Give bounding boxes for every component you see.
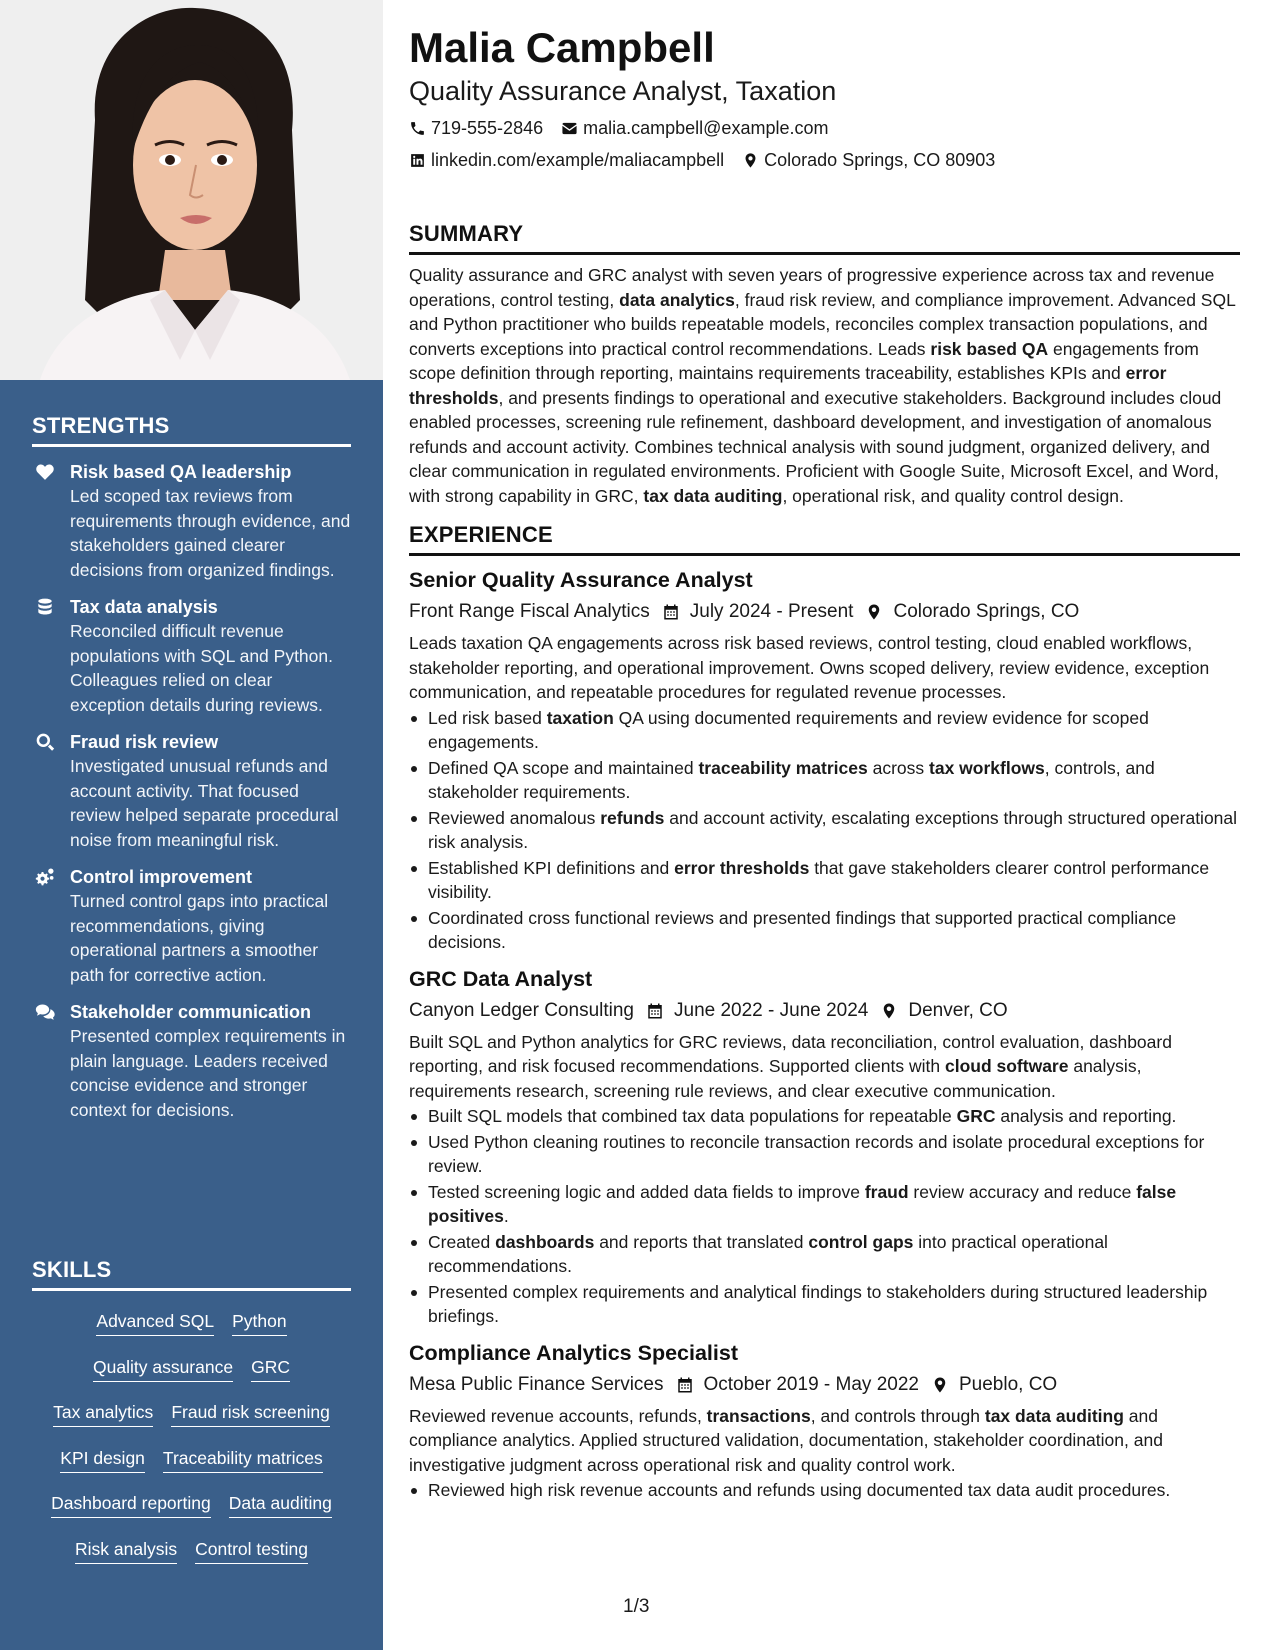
skill-tag: Quality assurance bbox=[93, 1357, 233, 1382]
text-run: engagements from scope definition through reporting, maintains requirements traceability, establishes KPIs and bbox=[409, 338, 1199, 383]
strengths-heading: STRENGTHS bbox=[32, 413, 351, 447]
skill-tag: Control testing bbox=[195, 1539, 308, 1564]
bold-keyword: risk based QA bbox=[930, 338, 1049, 359]
text-run: Reviewed anomalous bbox=[428, 807, 601, 828]
skill-tag: Advanced SQL bbox=[96, 1311, 214, 1336]
strength-title: Fraud risk review bbox=[70, 732, 219, 752]
text-run: into practical operational recommendations. bbox=[428, 1231, 1108, 1276]
bold-keyword: cloud software bbox=[944, 1056, 1069, 1076]
skill-row bbox=[32, 1438, 351, 1484]
text-run: review accuracy and reduce bbox=[908, 1181, 1137, 1202]
skill-tag: Tax analytics bbox=[53, 1402, 153, 1427]
job-meta bbox=[409, 598, 1240, 626]
skill-tag: Risk analysis bbox=[75, 1539, 177, 1564]
bullet-item bbox=[409, 1230, 1240, 1279]
bullet-item bbox=[409, 1130, 1240, 1179]
job-description bbox=[409, 1404, 1240, 1478]
sidebar bbox=[0, 0, 383, 1650]
bold-keyword: control gaps bbox=[808, 1231, 914, 1252]
bullet-item bbox=[409, 706, 1240, 755]
job-title: Compliance Analytics Specialist bbox=[409, 1340, 738, 1365]
bullet-item bbox=[409, 1478, 1240, 1503]
search-icon bbox=[34, 732, 56, 752]
bold-keyword: data analytics bbox=[619, 289, 735, 310]
envelope-icon bbox=[561, 120, 578, 137]
contact-linkedin[interactable] bbox=[409, 147, 724, 173]
text-run: , operational risk, and quality control design. bbox=[782, 485, 1124, 506]
text-run: , fraud risk review, and compliance improvement. Advanced SQL and Python practitioner who builds repeatable models, reconciles complex transaction populations, and converts exceptions into practical control recommendations. Leads bbox=[409, 289, 1236, 359]
job-location: Pueblo, CO bbox=[931, 1371, 1057, 1399]
experience-heading: EXPERIENCE bbox=[409, 522, 1240, 556]
strength-title: Stakeholder communication bbox=[70, 1002, 312, 1022]
job-company: Mesa Public Finance Services bbox=[409, 1373, 664, 1395]
job-location: Denver, CO bbox=[880, 997, 1007, 1025]
skill-tag: KPI design bbox=[60, 1448, 145, 1473]
strength-item bbox=[32, 595, 351, 717]
skill-tag: Fraud risk screening bbox=[171, 1402, 330, 1427]
bold-keyword: dashboards bbox=[495, 1231, 595, 1252]
strength-item bbox=[32, 865, 351, 987]
text-run: Reviewed revenue accounts, refunds, bbox=[409, 1405, 707, 1426]
map-pin-icon bbox=[742, 152, 759, 169]
job-entry bbox=[409, 1339, 1240, 1503]
skill-row bbox=[32, 1529, 351, 1575]
phone-text: 719-555-2846 bbox=[431, 118, 544, 138]
text-run: analysis and reporting. bbox=[995, 1106, 1177, 1126]
summary-section bbox=[409, 221, 1240, 508]
text-run: Presented complex requirements and analytical findings to stakeholders during structured leadership briefings. bbox=[428, 1281, 1208, 1326]
bullet-item bbox=[409, 906, 1240, 955]
job-bullets bbox=[409, 706, 1240, 955]
candidate-role: Quality Assurance Analyst, Taxation bbox=[409, 76, 837, 106]
bold-keyword: tax data auditing bbox=[643, 485, 783, 506]
bold-keyword: error thresholds bbox=[674, 857, 810, 878]
bullet-item bbox=[409, 1280, 1240, 1329]
page-number: 1/3 bbox=[623, 1596, 650, 1617]
skills-list bbox=[32, 1301, 351, 1574]
text-run: QA using documented requirements and review evidence for scoped engagements. bbox=[428, 707, 1149, 752]
text-run: , and controls through bbox=[810, 1405, 985, 1426]
contact-phone[interactable] bbox=[409, 115, 543, 141]
bold-keyword: tax data auditing bbox=[984, 1405, 1124, 1426]
job-description bbox=[409, 1030, 1240, 1104]
bold-keyword: traceability matrices bbox=[698, 757, 868, 778]
strength-title: Risk based QA leadership bbox=[70, 462, 292, 482]
linkedin-icon bbox=[409, 152, 426, 169]
job-bullets bbox=[409, 1104, 1240, 1329]
job-description bbox=[409, 631, 1240, 705]
bullet-item bbox=[409, 1180, 1240, 1229]
linkedin-text: linkedin.com/example/maliacampbell bbox=[431, 150, 725, 170]
text-run: Reviewed high risk revenue accounts and refunds using documented tax data audit procedures. bbox=[428, 1480, 1171, 1500]
text-run: that gave stakeholders clearer control performance visibility. bbox=[428, 857, 1210, 902]
text-run: Quality assurance and GRC analyst with seven years of progressive experience across tax and revenue operations, control testing, bbox=[409, 265, 1215, 310]
job-company: Front Range Fiscal Analytics bbox=[409, 601, 650, 622]
strength-item bbox=[32, 460, 351, 582]
job-title: GRC Data Analyst bbox=[409, 966, 593, 991]
bullet-item bbox=[409, 1104, 1240, 1129]
bold-keyword: taxation bbox=[546, 707, 614, 728]
gears-icon bbox=[34, 867, 56, 887]
text-run: Built SQL models that combined tax data populations for repeatable bbox=[428, 1106, 957, 1126]
summary-text bbox=[409, 263, 1240, 508]
bold-keyword: tax workflows bbox=[929, 757, 1045, 778]
skill-tag: GRC bbox=[251, 1357, 290, 1382]
job-dates: October 2019 - May 2022 bbox=[676, 1371, 919, 1399]
skills-section bbox=[32, 1257, 351, 1574]
job-dates: June 2022 - June 2024 bbox=[646, 997, 868, 1025]
text-run: Leads taxation QA engagements across risk based reviews, control testing, cloud enabled workflows, stakeholder reporting, and operational improvement. Owns scoped delivery, review evidence, exception communication, and repeatable procedures for regulated revenue processes. bbox=[409, 633, 1210, 702]
strength-item bbox=[32, 730, 351, 852]
skill-tag: Data auditing bbox=[229, 1493, 332, 1518]
bold-keyword: false positives bbox=[428, 1181, 1177, 1226]
skill-row bbox=[32, 1392, 351, 1438]
text-run: Tested screening logic and added data fields to improve bbox=[428, 1181, 865, 1202]
contact-location bbox=[742, 147, 995, 173]
job-meta bbox=[409, 1371, 1240, 1399]
strength-item bbox=[32, 1000, 351, 1122]
database-icon bbox=[34, 597, 56, 617]
contact-email[interactable] bbox=[561, 115, 828, 141]
text-run: Used Python cleaning routines to reconcile transaction records and isolate procedural exceptions for review. bbox=[428, 1131, 1205, 1176]
bold-keyword: error thresholds bbox=[409, 363, 1167, 408]
profile-photo bbox=[0, 0, 383, 380]
bold-keyword: GRC bbox=[956, 1106, 996, 1126]
strength-title: Tax data analysis bbox=[70, 597, 218, 617]
bold-keyword: fraud bbox=[864, 1181, 909, 1202]
bullet-item bbox=[409, 856, 1240, 905]
text-run: and compliance analytics. Applied structured validation, documentation, stakeholder coordination, and investigative judgment across operational risk and quality control work. bbox=[409, 1405, 1163, 1475]
job-location: Colorado Springs, CO bbox=[865, 598, 1079, 626]
job-bullets bbox=[409, 1478, 1240, 1503]
experience-section bbox=[409, 522, 1240, 1503]
email-text: malia.campbell@example.com bbox=[583, 118, 829, 138]
job-dates: July 2024 - Present bbox=[662, 598, 854, 626]
skill-row bbox=[32, 1301, 351, 1347]
text-run: Defined QA scope and maintained bbox=[428, 757, 699, 778]
job-meta bbox=[409, 997, 1240, 1025]
strength-description: Led scoped tax reviews from requirements through evidence, and stakeholders gained clearer decisions from organized findings. bbox=[70, 486, 351, 580]
skill-row bbox=[32, 1483, 351, 1529]
skills-heading: SKILLS bbox=[32, 1257, 351, 1291]
phone-icon bbox=[409, 120, 426, 137]
job-title: Senior Quality Assurance Analyst bbox=[409, 568, 753, 592]
text-run: and reports that translated bbox=[594, 1231, 809, 1252]
candidate-name: Malia Campbell bbox=[409, 24, 715, 71]
job-company: Canyon Ledger Consulting bbox=[409, 999, 634, 1021]
map-pin-icon bbox=[865, 603, 883, 621]
contact-line bbox=[409, 147, 1240, 173]
strength-description: Turned control gaps into practical recommendations, giving operational partners a smoother path for corrective action. bbox=[70, 891, 329, 985]
comments-icon bbox=[34, 1002, 56, 1022]
text-run: Led risk based bbox=[428, 707, 547, 728]
strengths-section bbox=[32, 413, 351, 1122]
skill-row bbox=[32, 1347, 351, 1393]
bold-keyword: transactions bbox=[706, 1405, 811, 1426]
job-entry bbox=[409, 566, 1240, 955]
strength-description: Reconciled difficult revenue populations with SQL and Python. Colleagues relied on clear exception details during reviews. bbox=[70, 621, 333, 715]
text-run: Coordinated cross functional reviews and presented findings that supported practical compliance decisions. bbox=[428, 907, 1177, 952]
text-run: . bbox=[503, 1206, 509, 1226]
text-run: Established KPI definitions and bbox=[428, 857, 675, 878]
calendar-icon bbox=[662, 603, 680, 621]
text-run: and account activity, escalating exceptions through structured operational risk analysis. bbox=[428, 807, 1238, 852]
job-entry bbox=[409, 965, 1240, 1329]
contact-line bbox=[409, 115, 1240, 141]
calendar-icon bbox=[676, 1376, 694, 1394]
text-run: analysis, requirements research, screening rule reviews, and clear executive communication. bbox=[409, 1056, 1142, 1101]
location-text: Colorado Springs, CO 80903 bbox=[764, 150, 996, 170]
heart-icon bbox=[34, 462, 56, 482]
bullet-item bbox=[409, 806, 1240, 855]
map-pin-icon bbox=[880, 1002, 898, 1020]
text-run: , controls, and stakeholder requirements. bbox=[428, 757, 1155, 802]
map-pin-icon bbox=[931, 1376, 949, 1394]
strength-description: Presented complex requirements in plain language. Leaders received concise evidence and stronger context for decisions. bbox=[70, 1026, 346, 1120]
skill-tag: Python bbox=[232, 1311, 286, 1336]
summary-heading: SUMMARY bbox=[409, 221, 1240, 255]
skill-tag: Dashboard reporting bbox=[51, 1493, 211, 1518]
main-content bbox=[409, 22, 1240, 1504]
text-run: Created bbox=[428, 1231, 496, 1252]
skill-tag: Traceability matrices bbox=[163, 1448, 323, 1473]
strength-description: Investigated unusual refunds and account activity. That focused review helped separate procedural noise from meaningful risk. bbox=[70, 756, 339, 850]
text-run: across bbox=[867, 757, 930, 778]
strength-title: Control improvement bbox=[70, 867, 253, 887]
text-run: , and presents findings to operational and executive stakeholders. Background includes cloud enabled processes, screening rule refinement, dashboard development, and investigation of anomalous refunds and account activity. Combines technical analysis with sound judgment, organized delivery, and clear communication in regulated environments. Proficient with Google Suite, Microsoft Excel, and Word, with strong capability in GRC, bbox=[409, 387, 1222, 506]
bold-keyword: refunds bbox=[600, 807, 665, 828]
calendar-icon bbox=[646, 1002, 664, 1020]
job-list bbox=[409, 566, 1240, 1503]
bullet-item bbox=[409, 756, 1240, 805]
text-run: Built SQL and Python analytics for GRC reviews, data reconciliation, control evaluation, dashboard reporting, and risk focused recommendations. Supported clients with bbox=[409, 1031, 1172, 1076]
